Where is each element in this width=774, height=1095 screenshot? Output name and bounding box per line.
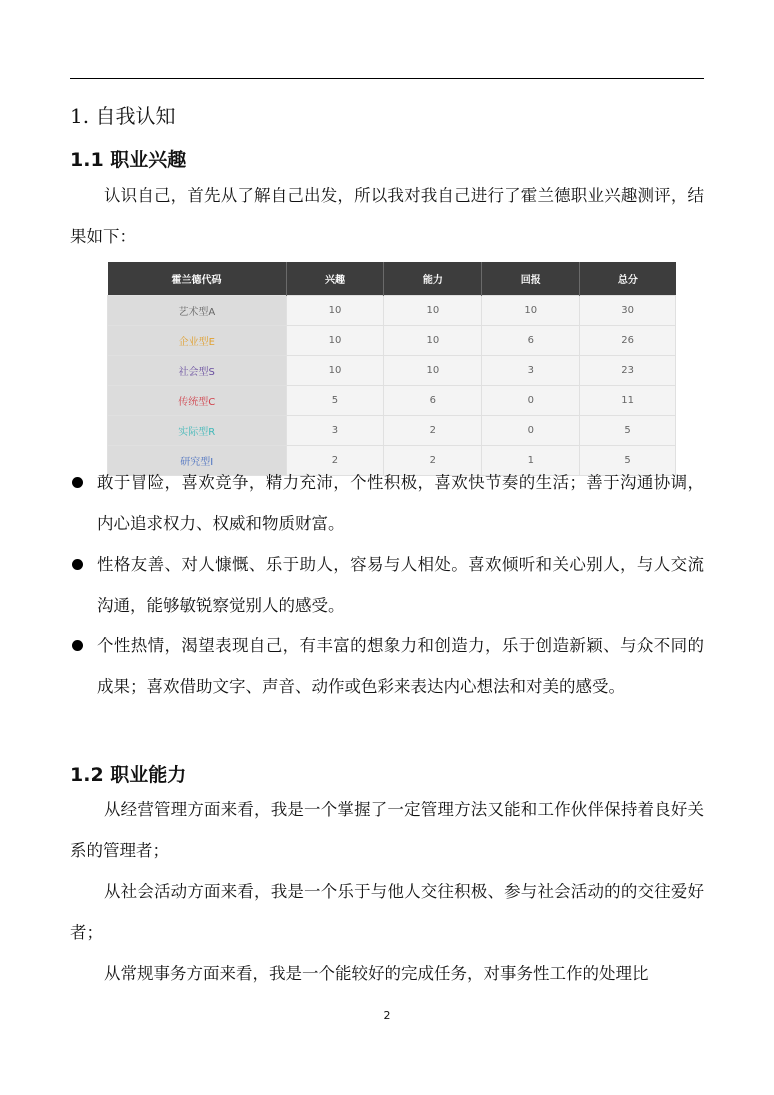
column-header: 霍兰德代码: [108, 262, 287, 296]
intro-paragraph: 认识自己，首先从了解自己出发，所以我对我自己进行了霍兰德职业兴趣测评，结果如下：: [70, 186, 704, 246]
table-header-row: [108, 262, 676, 296]
ability-paragraph: 从经营管理方面来看，我是一个掌握了一定管理方法又能和工作伙伴保持着良好关系的管理者；: [70, 800, 704, 860]
holland-code-cell: 研究型I: [108, 446, 287, 476]
holland-code-cell: 传统型C: [108, 386, 287, 416]
ability-cell: 6: [384, 386, 482, 416]
holland-code-cell: 社会型S: [108, 356, 287, 386]
list-item: [70, 625, 704, 707]
holland-code-cell: 企业型E: [108, 326, 287, 356]
total-cell: 11: [580, 386, 676, 416]
holland-code-table: [107, 262, 676, 476]
bullet-icon: [72, 640, 83, 651]
ability-paragraph: 从常规事务方面来看，我是一个能较好的完成任务，对事务性工作的处理比: [104, 964, 649, 983]
table-row: [108, 296, 676, 326]
ability-cell: 2: [384, 416, 482, 446]
ability-cell: 10: [384, 356, 482, 386]
header-rule: [70, 78, 704, 79]
page-number: 2: [383, 1009, 391, 1022]
bullet-icon: [72, 559, 83, 570]
reward-cell: 3: [482, 356, 580, 386]
column-header: 回报: [482, 262, 580, 296]
holland-code-cell: 实际型R: [108, 416, 287, 446]
column-header: 总分: [580, 262, 676, 296]
reward-cell: 0: [482, 386, 580, 416]
table-row: [108, 416, 676, 446]
total-cell: 5: [580, 416, 676, 446]
total-cell: 5: [580, 446, 676, 476]
heading-self-cognition: 1. 自我认知: [70, 104, 176, 128]
interest-cell: 10: [286, 356, 384, 386]
reward-cell: 1: [482, 446, 580, 476]
interest-cell: 10: [286, 326, 384, 356]
reward-cell: 0: [482, 416, 580, 446]
table-row: [108, 386, 676, 416]
interest-cell: 2: [286, 446, 384, 476]
reward-cell: 6: [482, 326, 580, 356]
total-cell: 26: [580, 326, 676, 356]
column-header: 能力: [384, 262, 482, 296]
interest-cell: 5: [286, 386, 384, 416]
bullet-text: 个性热情，渴望表现自己，有丰富的想象力和创造力，乐于创造新颖、与众不同的成果；喜欢借助文字、声音、动作或色彩来表达内心想法和对美的感受。: [97, 636, 704, 696]
ability-cell: 2: [384, 446, 482, 476]
heading-career-interest: 1.1 职业兴趣: [70, 149, 187, 171]
bullet-text: 敢于冒险，喜欢竞争，精力充沛，个性积极，喜欢快节奏的生活；善于沟通协调，内心追求权力、权威和物质财富。: [97, 473, 704, 533]
ability-cell: 10: [384, 296, 482, 326]
ability-paragraph: 从社会活动方面来看，我是一个乐于与他人交往积极、参与社会活动的的交往爱好者；: [70, 882, 704, 942]
table-row: [108, 326, 676, 356]
total-cell: 23: [580, 356, 676, 386]
interest-cell: 10: [286, 296, 384, 326]
list-item: [70, 544, 704, 626]
table-row: [108, 356, 676, 386]
ability-cell: 10: [384, 326, 482, 356]
reward-cell: 10: [482, 296, 580, 326]
list-item: [70, 462, 704, 544]
interest-cell: 3: [286, 416, 384, 446]
bullet-text: 性格友善、对人慷慨、乐于助人，容易与人相处。喜欢倾听和关心别人，与人交流沟通，能够敏锐察觉别人的感受。: [97, 555, 704, 615]
bullet-icon: [72, 477, 83, 488]
column-header: 兴趣: [286, 262, 384, 296]
total-cell: 30: [580, 296, 676, 326]
holland-code-cell: 艺术型A: [108, 296, 287, 326]
heading-career-ability: 1.2 职业能力: [70, 764, 187, 786]
